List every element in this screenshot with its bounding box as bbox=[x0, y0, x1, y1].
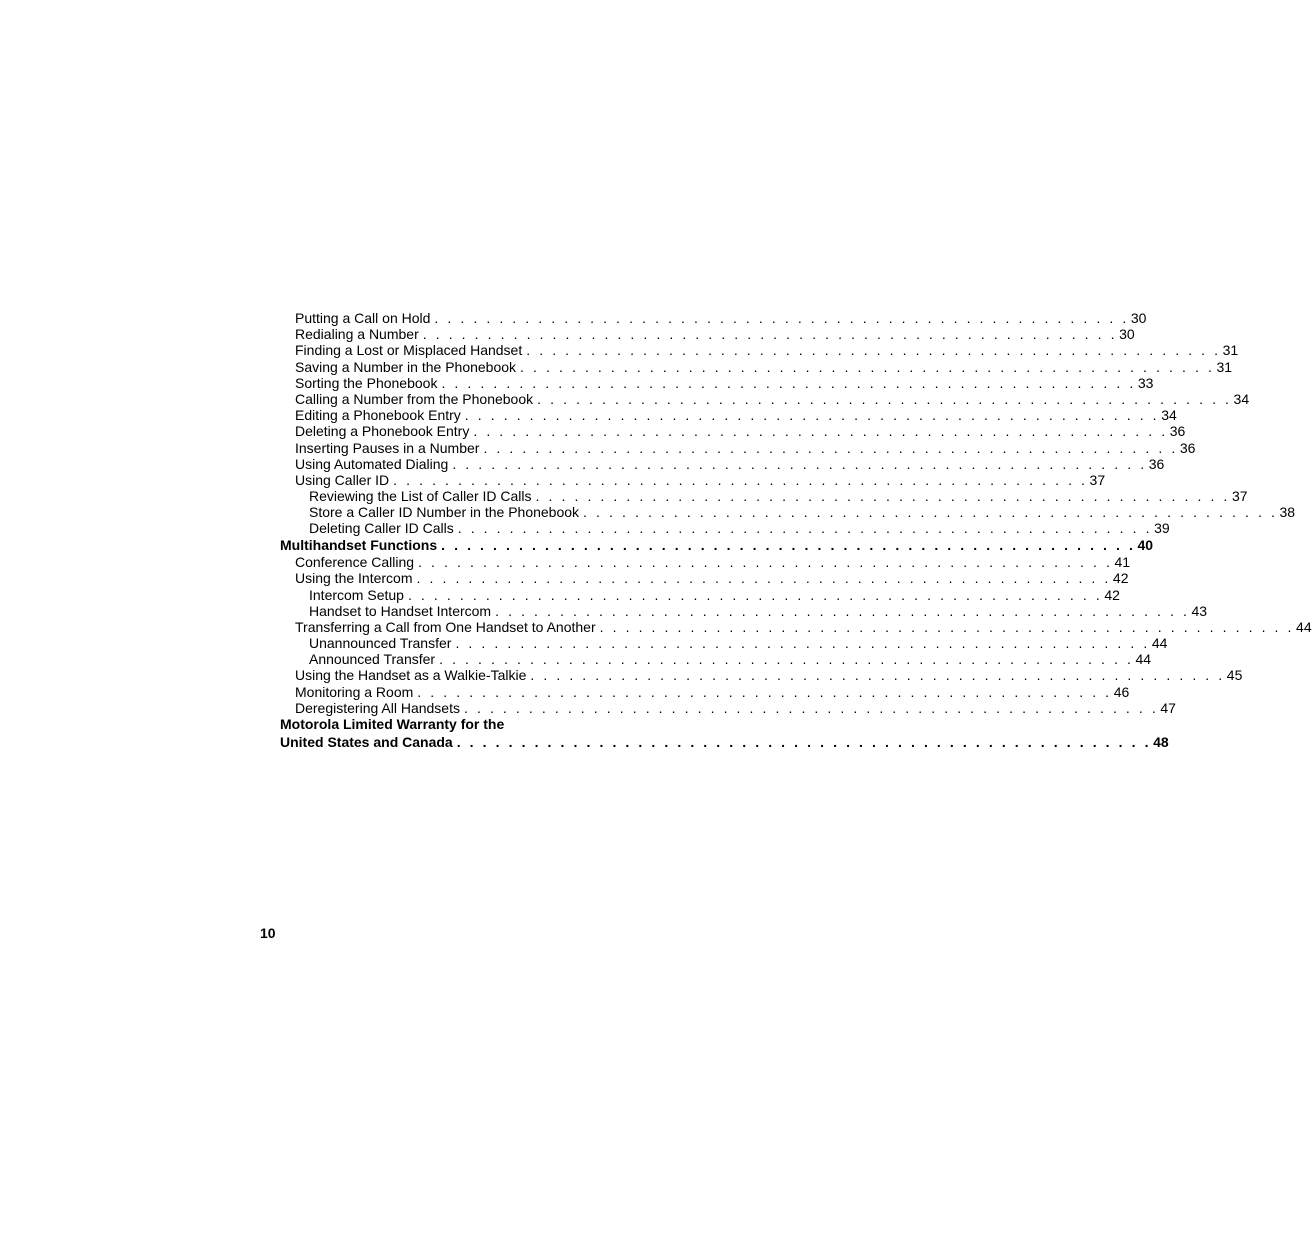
toc-entry-page: 45 bbox=[1226, 667, 1243, 684]
toc-entry bbox=[280, 733, 1169, 752]
toc-entry-title: Finding a Lost or Misplaced Handset bbox=[295, 342, 523, 359]
toc-entry-title: Editing a Phonebook Entry bbox=[295, 407, 461, 424]
toc-entry bbox=[280, 716, 643, 734]
toc-entry-title: Deregistering All Handsets bbox=[295, 699, 460, 716]
toc-dot-leader: . . . . . . . . . . . . . . . . . . . . . . . . . . . . . . . . . . . . . . . . . . . . . . . . . . . . . . bbox=[434, 310, 1129, 326]
toc-entry-page: 44 bbox=[1151, 635, 1168, 652]
toc-entry-title: Saving a Number in the Phonebook bbox=[295, 358, 517, 375]
toc-dot-leader: . . . . . . . . . . . . . . . . . . . . . . . . . . . . . . . . . . . . . . . . . . . . . . . . . . . . . . bbox=[520, 358, 1215, 375]
toc-entry-page: 36 bbox=[1148, 455, 1165, 472]
toc-entry-title: Using Caller ID bbox=[295, 471, 390, 488]
toc-entry-page: 46 bbox=[1113, 683, 1130, 700]
toc-entry-title: Unannounced Transfer bbox=[309, 635, 452, 652]
toc-entry-page: 37 bbox=[1089, 471, 1106, 488]
toc-entry bbox=[280, 683, 1130, 700]
toc-entry bbox=[280, 504, 1296, 521]
toc-entry-title: Deleting Caller ID Calls bbox=[309, 520, 454, 537]
toc-entry-page: 36 bbox=[1179, 439, 1196, 456]
toc-entry bbox=[280, 342, 1239, 359]
table-of-contents bbox=[280, 310, 1312, 751]
toc-dot-leader: . . . . . . . . . . . . . . . . . . . . . . . . . . . . . . . . . . . . . . . . . . . . . . . . . . . . . . bbox=[456, 733, 1152, 750]
toc-entry bbox=[280, 586, 1120, 603]
toc-dot-leader: . . . . . . . . . . . . . . . . . . . . . . . . . . . . . . . . . . . . . . . . . . . . . . . . . . . . . . bbox=[439, 651, 1134, 668]
page-number: 10 bbox=[260, 925, 276, 941]
toc-entry bbox=[280, 374, 1154, 391]
toc-entry bbox=[280, 390, 1250, 407]
toc-entry-title: Redialing a Number bbox=[295, 326, 419, 343]
toc-dot-leader: . . . . . . . . . . . . . . . . . . . . . . . . . . . . . . . . . . . . . . . . . . . . . . . . . . . . . . bbox=[457, 520, 1153, 537]
toc-dot-leader: . . . . . . . . . . . . . . . . . . . . . . . . . . . . . . . . . . . . . . . . . . . . . . . . . . . . . . bbox=[455, 635, 1150, 652]
toc-entry-page: 39 bbox=[1154, 520, 1170, 537]
toc-entry-title: Intercom Setup bbox=[309, 586, 404, 603]
toc-entry-title: Multihandset Functions bbox=[280, 536, 438, 553]
toc-entry-page: 34 bbox=[1161, 407, 1177, 424]
toc-dot-leader: . . . . . . . . . . . . . . . . . . . . . . . . . . . . . . . . . . . . . . . . . . . . . . . . . . . . . . bbox=[441, 536, 1136, 553]
toc-entry-page: 36 bbox=[1169, 423, 1186, 440]
toc-entry-title: Deleting a Phonebook Entry bbox=[295, 423, 470, 440]
toc-dot-leader: . . . . . . . . . . . . . . . . . . . . . . . . . . . . . . . . . . . . . . . . . . . . . . . . . . . . . . bbox=[393, 471, 1088, 488]
toc-entry-title: Using the Intercom bbox=[295, 570, 413, 587]
toc-dot-leader: . . . . . . . . . . . . . . . . . . . . . . . . . . . . . . . . . . . . . . . . . . . . . . . . . . . . . . bbox=[535, 488, 1230, 505]
toc-entry bbox=[280, 602, 1208, 619]
toc-entry bbox=[280, 455, 1165, 472]
toc-entry-title: Handset to Handset Intercom bbox=[309, 602, 492, 619]
toc-dot-leader: . . . . . . . . . . . . . . . . . . . . . . . . . . . . . . . . . . . . . . . . . . . . . . . . . . . . . . bbox=[537, 390, 1232, 407]
toc-entry bbox=[280, 407, 1177, 424]
toc-entry-title: Inserting Pauses in a Number bbox=[295, 439, 480, 456]
toc-entry-title: Store a Caller ID Number in the Phonebook bbox=[309, 504, 580, 521]
toc-dot-leader: . . . . . . . . . . . . . . . . . . . . . . . . . . . . . . . . . . . . . . . . . . . . . . . . . . . . . . bbox=[583, 504, 1278, 521]
toc-entry-title: Transferring a Call from One Handset to Another bbox=[295, 618, 596, 635]
toc-dot-leader: . . . . . . . . . . . . . . . . . . . . . . . . . . . . . . . . . . . . . . . . . . . . . . . . . . . . . . bbox=[483, 439, 1178, 456]
toc-entry-title: Reviewing the List of Caller ID Calls bbox=[309, 488, 532, 505]
toc-entry bbox=[280, 570, 1129, 587]
toc-dot-leader: . . . . . . . . . . . . . . . . . . . . . . . . . . . . . . . . . . . . . . . . . . . . . . . . . . . . . . bbox=[495, 602, 1190, 619]
toc-entry bbox=[280, 635, 1168, 652]
toc-entry-title: Using Automated Dialing bbox=[295, 455, 449, 472]
toc-dot-leader: . . . . . . . . . . . . . . . . . . . . . . . . . . . . . . . . . . . . . . . . . . . . . . . . . . . . . . bbox=[422, 326, 1118, 343]
toc-entry-title: Conference Calling bbox=[295, 554, 415, 571]
toc-entry-title: United States and Canada bbox=[280, 733, 453, 750]
toc-entry-page: 33 bbox=[1137, 374, 1154, 391]
toc-entry-title: Sorting the Phonebook bbox=[295, 374, 438, 391]
toc-dot-leader: . . . . . . . . . . . . . . . . . . . . . . . . . . . . . . . . . . . . . . . . . . . . . . . . . . . . . . bbox=[452, 455, 1147, 472]
toc-entry bbox=[280, 536, 1154, 555]
toc-entry-page: 44 bbox=[1135, 651, 1152, 668]
toc-entry bbox=[280, 667, 1243, 684]
toc-dot-leader: . . . . . . . . . . . . . . . . . . . . . . . . . . . . . . . . . . . . . . . . . . . . . . . . . . . . . . bbox=[473, 423, 1168, 440]
toc-entry-title: Announced Transfer bbox=[309, 651, 436, 668]
toc-entry-page: 30 bbox=[1130, 310, 1147, 326]
toc-entry-page: 30 bbox=[1119, 326, 1135, 343]
toc-entry bbox=[280, 488, 1248, 505]
toc-entry bbox=[280, 423, 1186, 440]
toc-entry-page: 47 bbox=[1160, 699, 1176, 716]
toc-entry bbox=[280, 520, 1170, 537]
toc-dot-leader: . . . . . . . . . . . . . . . . . . . . . . . . . . . . . . . . . . . . . . . . . . . . . . . . . . . . . . bbox=[407, 586, 1103, 603]
toc-entry bbox=[280, 699, 1176, 716]
toc-entry-title: Using the Handset as a Walkie-Talkie bbox=[295, 667, 527, 684]
toc-entry bbox=[280, 651, 1152, 668]
toc-entry-page: 34 bbox=[1233, 390, 1250, 407]
toc-entry bbox=[280, 358, 1233, 375]
toc-dot-leader: . . . . . . . . . . . . . . . . . . . . . . . . . . . . . . . . . . . . . . . . . . . . . . . . . . . . . . bbox=[463, 699, 1159, 716]
toc-dot-leader: . . . . . . . . . . . . . . . . . . . . . . . . . . . . . . . . . . . . . . . . . . . . . . . . . . . . . . bbox=[441, 374, 1136, 391]
toc-dot-leader: . . . . . . . . . . . . . . . . . . . . . . . . . . . . . . . . . . . . . . . . . . . . . . . . . . . . . . bbox=[599, 618, 1295, 635]
toc-entry-page: 41 bbox=[1114, 554, 1131, 571]
toc-entry-page: 42 bbox=[1104, 586, 1120, 603]
toc-dot-leader: . . . . . . . . . . . . . . . . . . . . . . . . . . . . . . . . . . . . . . . . . . . . . . . . . . . . . . bbox=[417, 683, 1112, 700]
toc-dot-leader: . . . . . . . . . . . . . . . . . . . . . . . . . . . . . . . . . . . . . . . . . . . . . . . . . . . . . . bbox=[526, 342, 1221, 359]
toc-entry bbox=[280, 554, 1131, 571]
toc-entry bbox=[280, 439, 1196, 456]
toc-entry-page: 37 bbox=[1231, 488, 1248, 505]
toc-dot-leader: . . . . . . . . . . . . . . . . . . . . . . . . . . . . . . . . . . . . . . . . . . . . . . . . . . . . . . bbox=[416, 570, 1111, 587]
toc-entry bbox=[280, 471, 1106, 488]
toc-dot-leader: . . . . . . . . . . . . . . . . . . . . . . . . . . . . . . . . . . . . . . . . . . . . . . . . . . . . . . bbox=[464, 407, 1160, 424]
toc-dot-leader: . . . . . . . . . . . . . . . . . . . . . . . . . . . . . . . . . . . . . . . . . . . . . . . . . . . . . . bbox=[418, 554, 1113, 571]
toc-entry-page: 44 bbox=[1296, 618, 1312, 635]
toc-entry bbox=[280, 310, 1147, 326]
toc-entry-title: Calling a Number from the Phonebook bbox=[295, 390, 534, 407]
toc-entry-title: Monitoring a Room bbox=[295, 683, 414, 700]
toc-entry-page: 43 bbox=[1191, 602, 1208, 619]
toc-entry-page: 48 bbox=[1153, 733, 1169, 750]
toc-entry-page: 40 bbox=[1137, 536, 1154, 553]
toc-entry-title: Motorola Limited Warranty for the bbox=[280, 716, 505, 732]
toc-entry bbox=[280, 618, 1312, 635]
toc-entry-page: 31 bbox=[1216, 358, 1233, 375]
toc-entry-page: 31 bbox=[1222, 342, 1239, 359]
toc-entry-title: Putting a Call on Hold bbox=[295, 310, 431, 326]
toc-entry-page: 42 bbox=[1112, 570, 1129, 587]
toc-dot-leader: . . . . . . . . . . . . . . . . . . . . . . . . . . . . . . . . . . . . . . . . . . . . . . . . . . . . . . bbox=[530, 667, 1225, 684]
toc-entry bbox=[280, 326, 1135, 343]
toc-entry-page: 38 bbox=[1279, 504, 1296, 521]
